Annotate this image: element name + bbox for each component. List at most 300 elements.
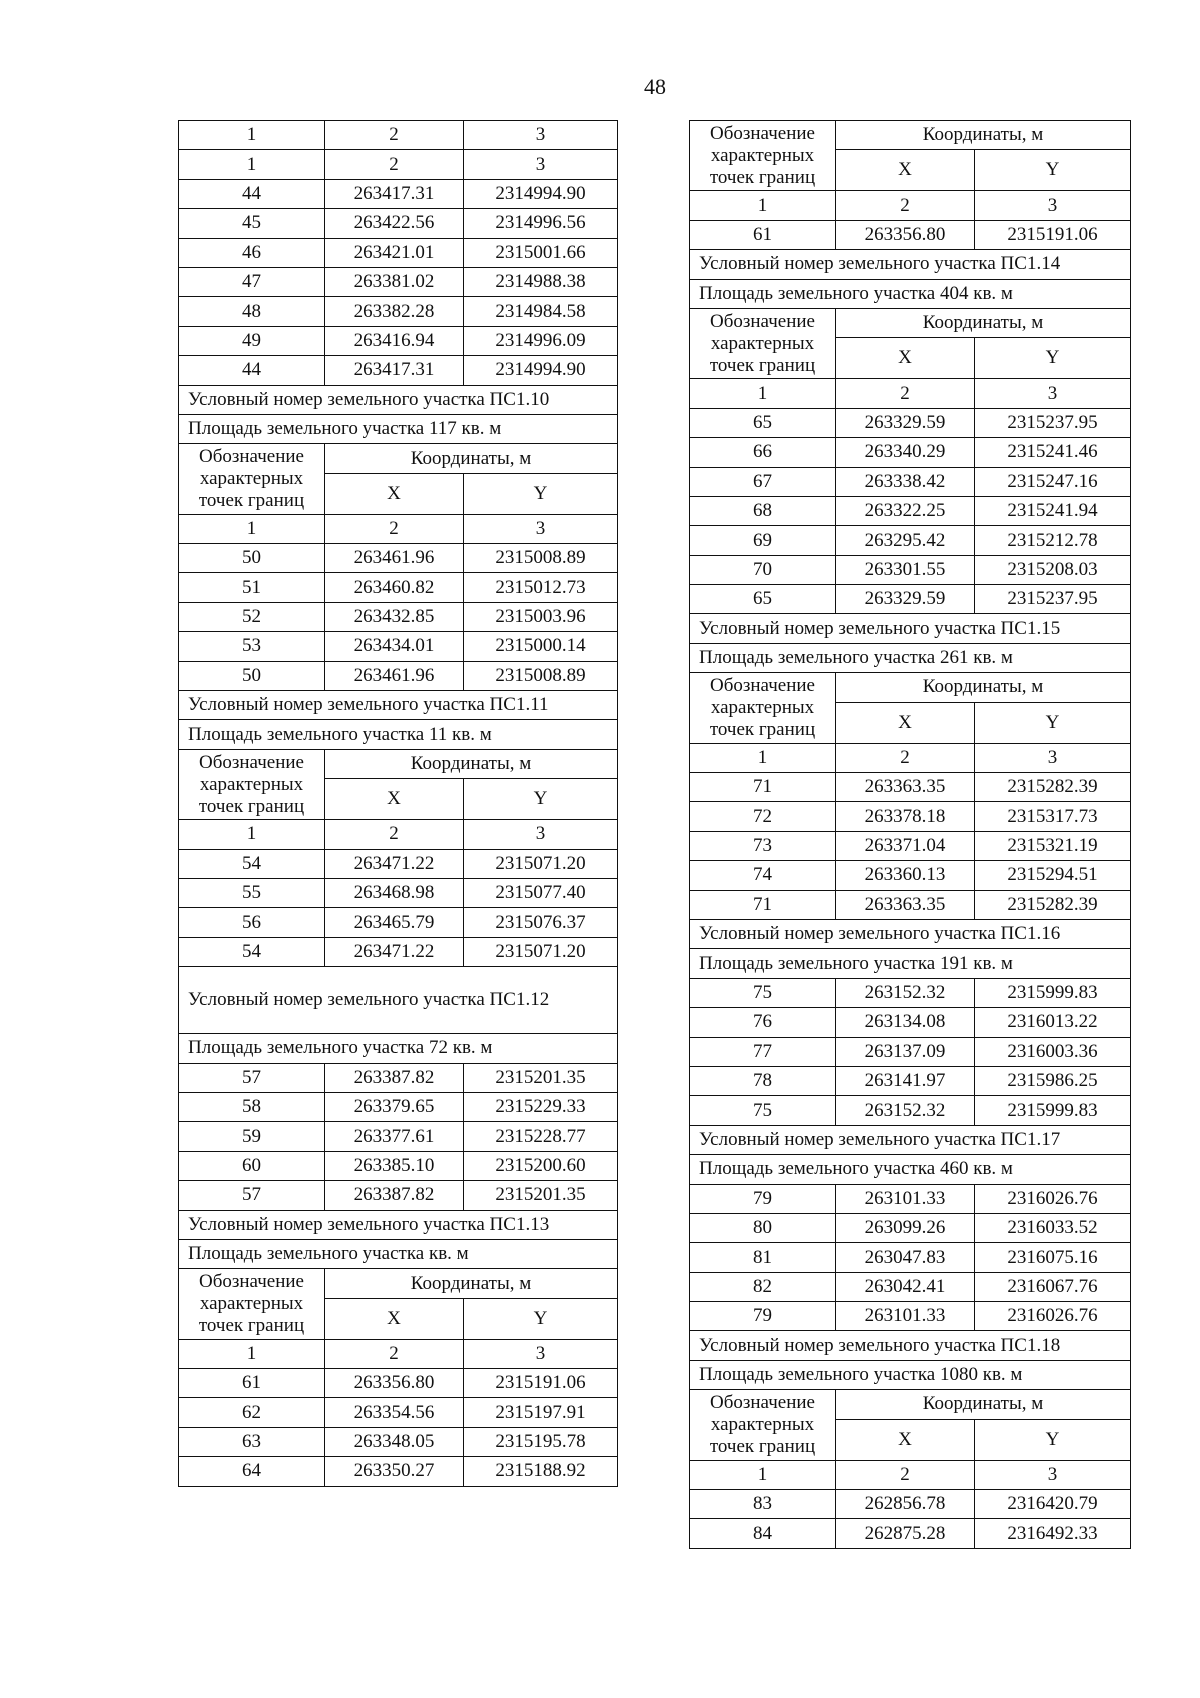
plot-info-row — [179, 1239, 618, 1268]
point-number-cell: 47 — [179, 267, 325, 296]
y-coordinate-cell: 2315294.51 — [975, 861, 1131, 890]
column-number: 1 — [690, 379, 836, 408]
point-number-cell: 77 — [690, 1037, 836, 1066]
x-coordinate-cell: 263421.01 — [325, 238, 464, 267]
coordinates-header: Координаты, м — [325, 749, 618, 778]
table-row — [179, 1181, 618, 1210]
column-number: 3 — [464, 820, 618, 849]
y-coordinate-cell: 2316492.33 — [975, 1519, 1131, 1548]
table-row — [179, 1063, 618, 1092]
y-coordinate-cell: 2315012.73 — [464, 573, 618, 602]
y-coordinate-cell: 2316026.76 — [975, 1302, 1131, 1331]
plot-info-text: Условный номер земельного участка ПС1.12 — [179, 967, 618, 1034]
point-number-cell: 65 — [690, 585, 836, 614]
point-number-cell: 69 — [690, 526, 836, 555]
x-coordinate-cell: 263379.65 — [325, 1092, 464, 1121]
y-coordinate-cell: 2314994.90 — [464, 356, 618, 385]
x-header: X — [325, 1298, 464, 1339]
y-coordinate-cell: 2315237.95 — [975, 585, 1131, 614]
designation-header-line: точек границ — [709, 1435, 816, 1457]
y-coordinate-cell: 2316026.76 — [975, 1184, 1131, 1213]
point-number-cell: 72 — [690, 802, 836, 831]
table-row — [179, 1398, 618, 1427]
column-number-row — [690, 1460, 1131, 1489]
table-row — [690, 555, 1131, 584]
x-coordinate-cell: 263471.22 — [325, 849, 464, 878]
table-header-row — [179, 444, 618, 473]
table-row — [690, 1037, 1131, 1066]
x-coordinate-cell: 263356.80 — [325, 1369, 464, 1398]
designation-header-line: точек границ — [198, 1314, 305, 1336]
column-number-row — [690, 191, 1131, 220]
table-row — [690, 1519, 1131, 1548]
plot-info-text: Площадь земельного участка 191 кв. м — [690, 949, 1131, 978]
x-coordinate-cell: 263382.28 — [325, 297, 464, 326]
plot-info-text: Площадь земельного участка 404 кв. м — [690, 279, 1131, 308]
x-coordinate-cell: 263137.09 — [836, 1037, 975, 1066]
y-coordinate-cell: 2316075.16 — [975, 1243, 1131, 1272]
point-number-cell: 73 — [690, 831, 836, 860]
table-row — [690, 890, 1131, 919]
plot-info-text: Площадь земельного участка кв. м — [179, 1239, 618, 1268]
table-row — [179, 849, 618, 878]
plot-info-row — [179, 967, 618, 1034]
plot-info-row — [690, 250, 1131, 279]
y-coordinate-cell: 2315999.83 — [975, 978, 1131, 1007]
x-coordinate-cell: 263377.61 — [325, 1122, 464, 1151]
table-row — [690, 438, 1131, 467]
table-row — [690, 585, 1131, 614]
point-number-cell: 60 — [179, 1151, 325, 1180]
point-number-cell: 76 — [690, 1008, 836, 1037]
plot-info-text: Условный номер земельного участка ПС1.13 — [179, 1210, 618, 1239]
point-number-cell: 83 — [690, 1490, 836, 1519]
y-coordinate-cell: 2315191.06 — [975, 220, 1131, 249]
point-number-cell: 56 — [179, 908, 325, 937]
designation-header — [179, 749, 325, 819]
x-coordinate-cell: 263295.42 — [836, 526, 975, 555]
x-coordinate-cell: 263378.18 — [836, 802, 975, 831]
table-row — [690, 220, 1131, 249]
point-number-cell: 58 — [179, 1092, 325, 1121]
coordinates-header: Координаты, м — [836, 673, 1131, 702]
x-coordinate-cell: 263432.85 — [325, 602, 464, 631]
point-number-cell: 49 — [179, 326, 325, 355]
table-row — [690, 1184, 1131, 1213]
designation-header-line: характерных — [710, 332, 815, 354]
column-number: 1 — [179, 514, 325, 543]
table-row — [690, 978, 1131, 1007]
plot-info-row — [690, 1331, 1131, 1360]
table-row — [179, 908, 618, 937]
table-row — [179, 937, 618, 966]
y-coordinate-cell: 2315317.73 — [975, 802, 1131, 831]
table-header-row — [690, 673, 1131, 702]
table-row — [179, 267, 618, 296]
y-coordinate-cell: 2314994.90 — [464, 179, 618, 208]
plot-info-text: Условный номер земельного участка ПС1.15 — [690, 614, 1131, 643]
table-row — [690, 1490, 1131, 1519]
y-coordinate-cell: 2315188.92 — [464, 1457, 618, 1486]
point-number-cell: 55 — [179, 878, 325, 907]
x-coordinate-cell: 263465.79 — [325, 908, 464, 937]
table-row — [179, 1092, 618, 1121]
x-coordinate-cell: 263461.96 — [325, 661, 464, 690]
x-coordinate-cell: 262856.78 — [836, 1490, 975, 1519]
x-coordinate-cell: 263301.55 — [836, 555, 975, 584]
table-row — [179, 1151, 618, 1180]
table-row — [690, 1008, 1131, 1037]
table-row — [179, 573, 618, 602]
point-number-cell: 46 — [179, 238, 325, 267]
designation-header-line: точек границ — [709, 166, 816, 188]
designation-header-line: Обозначение — [710, 1391, 815, 1413]
plot-info-row — [690, 949, 1131, 978]
y-coordinate-cell: 2315228.77 — [464, 1122, 618, 1151]
point-number-cell: 51 — [179, 573, 325, 602]
point-number-cell: 67 — [690, 467, 836, 496]
y-coordinate-cell: 2316033.52 — [975, 1213, 1131, 1242]
designation-header-line: Обозначение — [710, 674, 815, 696]
y-coordinate-cell: 2315000.14 — [464, 632, 618, 661]
y-coordinate-cell: 2315195.78 — [464, 1427, 618, 1456]
plot-info-row — [179, 385, 618, 414]
x-coordinate-cell: 263363.35 — [836, 773, 975, 802]
x-coordinate-cell: 263354.56 — [325, 1398, 464, 1427]
x-coordinate-cell: 263099.26 — [836, 1213, 975, 1242]
designation-header-line: Обозначение — [199, 445, 304, 467]
y-coordinate-cell: 2315071.20 — [464, 937, 618, 966]
point-number-cell: 62 — [179, 1398, 325, 1427]
designation-header-line: Обозначение — [199, 751, 304, 773]
column-number: 3 — [464, 1339, 618, 1368]
y-coordinate-cell: 2315001.66 — [464, 238, 618, 267]
table-row — [690, 773, 1131, 802]
column-number-row — [179, 121, 618, 150]
x-coordinate-cell: 263471.22 — [325, 937, 464, 966]
plot-info-text: Условный номер земельного участка ПС1.17 — [690, 1125, 1131, 1154]
table-row — [690, 1213, 1131, 1242]
y-coordinate-cell: 2315077.40 — [464, 878, 618, 907]
table-row — [690, 1243, 1131, 1272]
plot-info-row — [690, 1155, 1131, 1184]
table-header-row — [179, 749, 618, 778]
x-coordinate-cell: 263042.41 — [836, 1272, 975, 1301]
plot-info-row — [179, 1210, 618, 1239]
x-coordinate-cell: 263152.32 — [836, 978, 975, 1007]
x-coordinate-cell: 263134.08 — [836, 1008, 975, 1037]
x-coordinate-cell: 263363.35 — [836, 890, 975, 919]
designation-header-line: характерных — [710, 144, 815, 166]
point-number-cell: 70 — [690, 555, 836, 584]
table-row — [690, 467, 1131, 496]
x-coordinate-cell: 263101.33 — [836, 1302, 975, 1331]
y-coordinate-cell: 2315076.37 — [464, 908, 618, 937]
table-row — [690, 1096, 1131, 1125]
y-coordinate-cell: 2315201.35 — [464, 1063, 618, 1092]
x-header: X — [325, 473, 464, 514]
column-number: 2 — [325, 150, 464, 179]
column-number: 2 — [325, 1339, 464, 1368]
y-header: Y — [464, 779, 618, 820]
y-coordinate-cell: 2314996.56 — [464, 209, 618, 238]
y-coordinate-cell: 2315212.78 — [975, 526, 1131, 555]
point-number-cell: 59 — [179, 1122, 325, 1151]
y-coordinate-cell: 2315008.89 — [464, 661, 618, 690]
table-row — [179, 209, 618, 238]
x-header: X — [836, 1419, 975, 1460]
coordinates-header: Координаты, м — [325, 444, 618, 473]
x-coordinate-cell: 263468.98 — [325, 878, 464, 907]
column-number: 2 — [325, 820, 464, 849]
point-number-cell: 81 — [690, 1243, 836, 1272]
x-coordinate-cell: 263141.97 — [836, 1066, 975, 1095]
column-number: 1 — [179, 1339, 325, 1368]
column-number: 2 — [325, 121, 464, 150]
point-number-cell: 80 — [690, 1213, 836, 1242]
plot-info-text: Условный номер земельного участка ПС1.11 — [179, 691, 618, 720]
point-number-cell: 52 — [179, 602, 325, 631]
point-number-cell: 61 — [690, 220, 836, 249]
column-number: 3 — [975, 191, 1131, 220]
y-coordinate-cell: 2315237.95 — [975, 408, 1131, 437]
point-number-cell: 61 — [179, 1369, 325, 1398]
x-header: X — [836, 150, 975, 191]
designation-header — [690, 673, 836, 743]
x-coordinate-cell: 263329.59 — [836, 408, 975, 437]
plot-info-row — [179, 1034, 618, 1063]
y-coordinate-cell: 2314988.38 — [464, 267, 618, 296]
y-coordinate-cell: 2314984.58 — [464, 297, 618, 326]
table-row — [179, 1457, 618, 1486]
table-header-row — [179, 1269, 618, 1298]
column-number: 1 — [690, 191, 836, 220]
y-coordinate-cell: 2316067.76 — [975, 1272, 1131, 1301]
point-number-cell: 71 — [690, 890, 836, 919]
column-number: 1 — [179, 121, 325, 150]
page-number: 48 — [644, 74, 666, 99]
y-coordinate-cell: 2315986.25 — [975, 1066, 1131, 1095]
point-number-cell: 66 — [690, 438, 836, 467]
designation-header-line: характерных — [199, 773, 304, 795]
plot-info-row — [690, 1360, 1131, 1389]
x-coordinate-cell: 263152.32 — [836, 1096, 975, 1125]
plot-info-text: Площадь земельного участка 460 кв. м — [690, 1155, 1131, 1184]
table-row — [179, 1122, 618, 1151]
coordinates-header: Координаты, м — [836, 308, 1131, 337]
y-coordinate-cell: 2315197.91 — [464, 1398, 618, 1427]
point-number-cell: 53 — [179, 632, 325, 661]
column-number: 2 — [836, 191, 975, 220]
y-header: Y — [464, 1298, 618, 1339]
point-number-cell: 44 — [179, 179, 325, 208]
table-header-row — [690, 1390, 1131, 1419]
plot-info-row — [690, 919, 1131, 948]
designation-header-line: Обозначение — [710, 310, 815, 332]
table-row — [179, 661, 618, 690]
table-row — [179, 544, 618, 573]
column-number: 1 — [690, 743, 836, 772]
table-row — [179, 1427, 618, 1456]
x-coordinate-cell: 263387.82 — [325, 1063, 464, 1092]
point-number-cell: 54 — [179, 849, 325, 878]
table-row — [179, 632, 618, 661]
table-row — [690, 496, 1131, 525]
column-number: 1 — [179, 150, 325, 179]
x-coordinate-cell: 263416.94 — [325, 326, 464, 355]
x-coordinate-cell: 263371.04 — [836, 831, 975, 860]
y-coordinate-cell: 2315247.16 — [975, 467, 1131, 496]
point-number-cell: 45 — [179, 209, 325, 238]
y-coordinate-cell: 2314996.09 — [464, 326, 618, 355]
point-number-cell: 75 — [690, 1096, 836, 1125]
table-row — [179, 602, 618, 631]
y-coordinate-cell: 2315999.83 — [975, 1096, 1131, 1125]
point-number-cell: 44 — [179, 356, 325, 385]
x-header: X — [325, 779, 464, 820]
designation-header-line: точек границ — [709, 354, 816, 376]
table-header-row — [690, 308, 1131, 337]
x-coordinate-cell: 263338.42 — [836, 467, 975, 496]
column-number-row — [179, 150, 618, 179]
column-number: 1 — [690, 1460, 836, 1489]
table-row — [690, 1066, 1131, 1095]
plot-info-row — [690, 643, 1131, 672]
x-coordinate-cell: 263322.25 — [836, 496, 975, 525]
x-coordinate-cell: 263461.96 — [325, 544, 464, 573]
coordinates-header: Координаты, м — [836, 1390, 1131, 1419]
table-header-row — [690, 121, 1131, 150]
plot-info-row — [690, 614, 1131, 643]
plot-info-text: Условный номер земельного участка ПС1.16 — [690, 919, 1131, 948]
point-number-cell: 57 — [179, 1063, 325, 1092]
point-number-cell: 78 — [690, 1066, 836, 1095]
column-number: 3 — [464, 121, 618, 150]
plot-info-text: Условный номер земельного участка ПС1.18 — [690, 1331, 1131, 1360]
column-number-row — [690, 743, 1131, 772]
table-row — [690, 408, 1131, 437]
table-row — [690, 861, 1131, 890]
table-row — [179, 238, 618, 267]
x-coordinate-cell: 263350.27 — [325, 1457, 464, 1486]
y-header: Y — [975, 150, 1131, 191]
designation-header — [690, 308, 836, 378]
y-coordinate-cell: 2315008.89 — [464, 544, 618, 573]
designation-header-line: характерных — [710, 696, 815, 718]
x-coordinate-cell: 263329.59 — [836, 585, 975, 614]
x-coordinate-cell: 263356.80 — [836, 220, 975, 249]
point-number-cell: 75 — [690, 978, 836, 1007]
y-coordinate-cell: 2315003.96 — [464, 602, 618, 631]
x-coordinate-cell: 263101.33 — [836, 1184, 975, 1213]
coordinates-header: Координаты, м — [325, 1269, 618, 1298]
x-coordinate-cell: 263460.82 — [325, 573, 464, 602]
plot-info-row — [690, 279, 1131, 308]
x-coordinate-cell: 263348.05 — [325, 1427, 464, 1456]
designation-header — [690, 121, 836, 191]
y-coordinate-cell: 2315282.39 — [975, 890, 1131, 919]
table-row — [179, 356, 618, 385]
table-row — [690, 1302, 1131, 1331]
table-row — [179, 326, 618, 355]
point-number-cell: 68 — [690, 496, 836, 525]
y-coordinate-cell: 2315208.03 — [975, 555, 1131, 584]
plot-info-text: Площадь земельного участка 117 кв. м — [179, 414, 618, 443]
designation-header-line: точек границ — [198, 795, 305, 817]
table-row — [179, 1369, 618, 1398]
plot-info-row — [179, 720, 618, 749]
column-number: 2 — [325, 514, 464, 543]
plot-info-text: Условный номер земельного участка ПС1.14 — [690, 250, 1131, 279]
designation-header — [690, 1390, 836, 1460]
y-coordinate-cell: 2315241.94 — [975, 496, 1131, 525]
table-row — [179, 297, 618, 326]
point-number-cell: 74 — [690, 861, 836, 890]
y-coordinate-cell: 2315191.06 — [464, 1369, 618, 1398]
column-number: 3 — [464, 150, 618, 179]
x-coordinate-cell: 263422.56 — [325, 209, 464, 238]
plot-info-text: Площадь земельного участка 72 кв. м — [179, 1034, 618, 1063]
point-number-cell: 64 — [179, 1457, 325, 1486]
column-number-row — [179, 514, 618, 543]
x-coordinate-cell: 263381.02 — [325, 267, 464, 296]
column-number-row — [179, 820, 618, 849]
column-number: 1 — [179, 820, 325, 849]
table-row — [690, 526, 1131, 555]
table-row — [690, 831, 1131, 860]
y-coordinate-cell: 2316003.36 — [975, 1037, 1131, 1066]
table-row — [690, 802, 1131, 831]
designation-header-line: характерных — [199, 1292, 304, 1314]
x-header: X — [836, 702, 975, 743]
table-row — [690, 1272, 1131, 1301]
point-number-cell: 50 — [179, 544, 325, 573]
y-header: Y — [975, 1419, 1131, 1460]
column-number: 3 — [975, 743, 1131, 772]
y-header: Y — [975, 702, 1131, 743]
x-coordinate-cell: 263417.31 — [325, 356, 464, 385]
plot-info-row — [690, 1125, 1131, 1154]
point-number-cell: 63 — [179, 1427, 325, 1456]
plot-info-text: Площадь земельного участка 11 кв. м — [179, 720, 618, 749]
plot-info-row — [179, 691, 618, 720]
designation-header-line: точек границ — [198, 489, 305, 511]
point-number-cell: 50 — [179, 661, 325, 690]
coordinates-header: Координаты, м — [836, 121, 1131, 150]
y-header: Y — [464, 473, 618, 514]
column-number-row — [179, 1339, 618, 1368]
point-number-cell: 79 — [690, 1302, 836, 1331]
point-number-cell: 54 — [179, 937, 325, 966]
column-number-row — [690, 379, 1131, 408]
y-coordinate-cell: 2315241.46 — [975, 438, 1131, 467]
y-coordinate-cell: 2316420.79 — [975, 1490, 1131, 1519]
column-number: 3 — [975, 1460, 1131, 1489]
y-header: Y — [975, 338, 1131, 379]
point-number-cell: 84 — [690, 1519, 836, 1548]
x-coordinate-cell: 263434.01 — [325, 632, 464, 661]
designation-header-line: точек границ — [709, 718, 816, 740]
x-coordinate-cell: 262875.28 — [836, 1519, 975, 1548]
table-row — [179, 878, 618, 907]
right-coordinates-table — [689, 120, 1131, 1549]
column-number: 2 — [836, 743, 975, 772]
point-number-cell: 82 — [690, 1272, 836, 1301]
point-number-cell: 79 — [690, 1184, 836, 1213]
plot-info-text: Площадь земельного участка 1080 кв. м — [690, 1360, 1131, 1389]
plot-info-text: Площадь земельного участка 261 кв. м — [690, 643, 1131, 672]
x-coordinate-cell: 263385.10 — [325, 1151, 464, 1180]
